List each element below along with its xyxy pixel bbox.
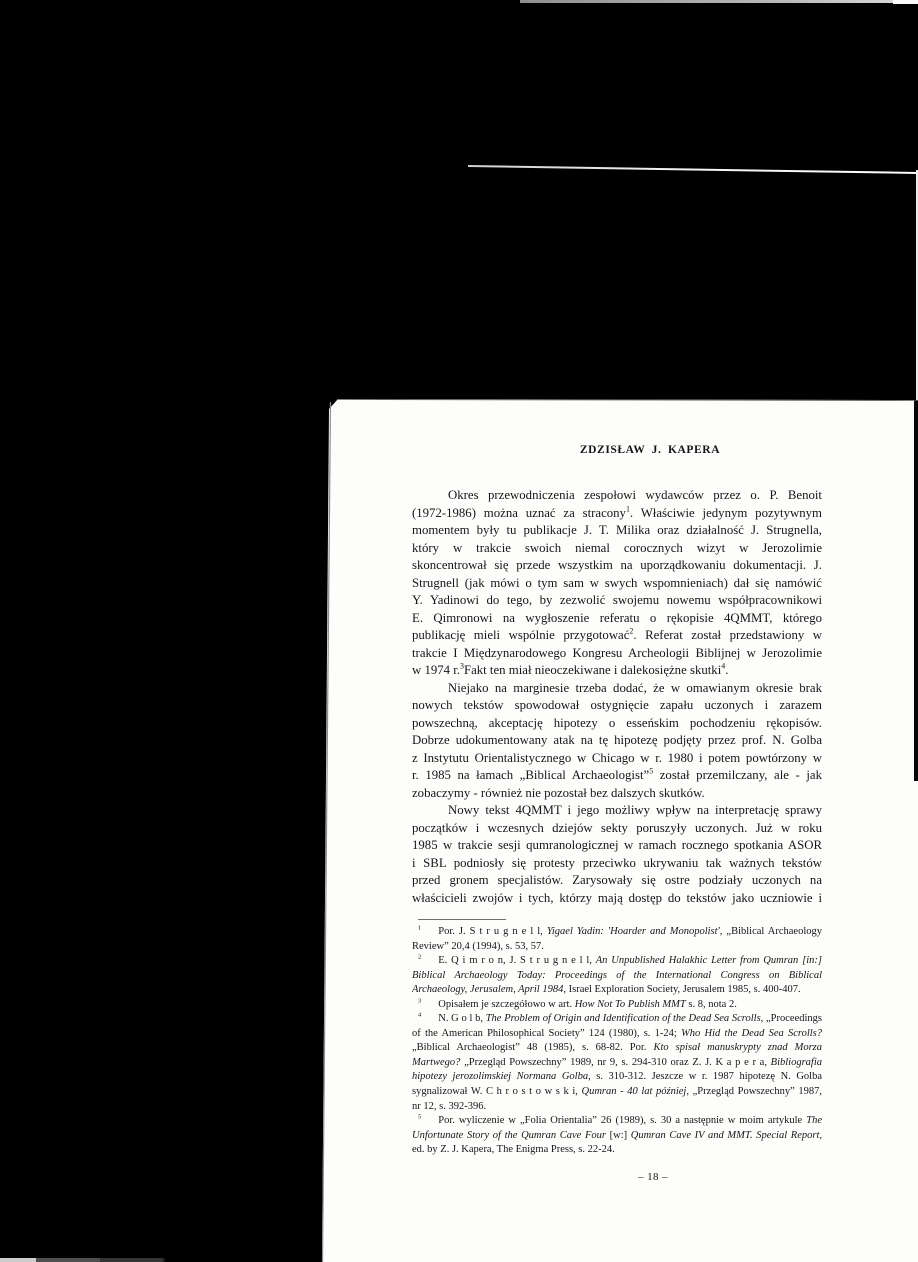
- text-segment: Por. wyliczenie w „Folia Orientalia” 26 (1989), s. 30 a następnie w moim artykule: [438, 1115, 807, 1127]
- text-segment: momentem były tu publikacje J. T. Milika oraz działalność J. Strugnella,: [412, 523, 822, 537]
- text-segment: Opisałem je szczegółowo w art.: [438, 998, 575, 1010]
- text-segment: Okres przewodniczenia zespołowi wydawców przez o. P. Benoit: [448, 488, 822, 502]
- text-segment: E. Qimronowi na wygłoszenie referatu o rękopisie 4QMMT, którego: [412, 610, 822, 625]
- text-segment: Niejako na marginesie trzeba dodać, że w omawianym okresie brak: [448, 680, 822, 695]
- footnote-line: [412, 1056, 822, 1071]
- body-text-line: [412, 627, 822, 645]
- text-segment: The Problem of Origin and Identification of the Dead Sea Scrolls: [485, 1013, 761, 1025]
- text-segment: Review” 20,4 (1994), s. 53, 57.: [412, 940, 544, 952]
- text-segment: w 1974 r.: [412, 663, 460, 677]
- text-segment: skoncentrował się przede wszystkim na uporządkowaniu dokumentacji. J.: [412, 558, 822, 572]
- body-text-line: [412, 715, 822, 733]
- footnote-reference-superscript: 1: [418, 925, 422, 932]
- text-segment: Martwego?: [412, 1056, 461, 1068]
- text-segment: How Not To Publish MMT: [574, 998, 686, 1010]
- body-text-line: [412, 872, 822, 890]
- body-text-line: [412, 645, 822, 663]
- text-segment: Unfortunate Story of the Qumran Cave Four: [412, 1129, 606, 1141]
- text-segment: An Unpublished Halakhic Letter from Qumran [in:]: [595, 955, 822, 967]
- text-segment: hipotezy jerozolimskiej Normana Golba: [412, 1071, 589, 1083]
- text-segment: i SBL podniosły się protesty przeciwko ukrywaniu tak ważnych tekstów: [412, 855, 822, 870]
- body-text-line: [412, 575, 822, 593]
- footnote-line: [412, 940, 822, 955]
- text-segment: który w trakcie swoich niemal corocznych wizyt w Jerozolimie: [412, 540, 822, 555]
- text-segment: z Instytutu Orientalistycznego w Chicago w r. 1980 i potem powtórzony w: [412, 750, 822, 765]
- text-segment: (1972-1986) można uznać za stracony: [412, 505, 626, 520]
- text-segment: Archaeology, Jerusalem, April 1984,: [412, 984, 566, 996]
- body-text-line: [412, 732, 822, 750]
- body-text-line: [412, 837, 822, 855]
- text-segment: nr 12, s. 392-396.: [412, 1100, 487, 1112]
- footnote-line: [412, 1041, 822, 1056]
- text-segment: trakcie I Międzynarodowego Kongresu Archeologii Biblijnej w Jerozolimie: [412, 645, 822, 660]
- author-name: ZDZISŁAW J. KAPERA: [579, 444, 721, 456]
- text-segment: Bibliografia: [770, 1056, 822, 1068]
- text-segment: of the American Philosophical Society” 124 (1980), s. 1-24;: [412, 1027, 682, 1039]
- footnote-line: [412, 925, 822, 940]
- footnote-reference-superscript: 4: [418, 1012, 422, 1019]
- text-segment: .: [725, 663, 729, 677]
- text-segment: s. 8, nota 2.: [685, 998, 737, 1010]
- footnote-line: [412, 1027, 822, 1042]
- body-text-line: [412, 750, 822, 768]
- footnote-reference-superscript: 3: [418, 997, 422, 1005]
- body-text-line: [412, 820, 822, 838]
- text-segment: . Właściwie jedynym pozytywnym: [629, 505, 822, 520]
- footnote-reference-superscript: 5: [649, 767, 654, 776]
- text-segment: zobaczymy - również nie pozostał bez dalszych skutków.: [412, 785, 705, 800]
- body-text-line: [412, 680, 822, 698]
- text-segment: powszechną, akceptację hipotezy o esseńskim pochodzeniu rękopisów.: [412, 715, 822, 730]
- text-segment: r. 1985 na łamach „Biblical Archaeologist”: [412, 768, 650, 782]
- text-segment: „Biblical Archaeologist” 48 (1985), s. 68-82. Por.: [412, 1042, 654, 1054]
- footnote-line: [412, 954, 822, 969]
- text-segment: publikację mieli wspólnie przygotować: [412, 628, 630, 642]
- text-segment: [w:]: [605, 1129, 631, 1141]
- text-segment: 1985 w trakcie sesji qumranologicznej w ramach rocznego spotkania ASOR: [412, 838, 822, 852]
- text-segment: The: [806, 1115, 822, 1127]
- text-segment: E. Q i m r o n, J. S t r u g n e l l,: [438, 955, 596, 967]
- footnote-reference-superscript: 1: [625, 504, 630, 514]
- scan-artifact-diagonal-line: [468, 165, 918, 174]
- body-text-line: [412, 802, 822, 820]
- body-text-line: [412, 785, 822, 803]
- text-segment: Kto spisał manuskrypty znad Morza: [653, 1042, 822, 1054]
- scan-artifact-right-dark-strip: [914, 400, 918, 781]
- body-text-line: [412, 697, 822, 715]
- footnote-reference-superscript: 3: [460, 662, 464, 671]
- footnote-reference-superscript: 4: [721, 662, 726, 671]
- footnote-reference-superscript: 2: [629, 627, 634, 636]
- scan-artifact-top-right-edge: [893, 0, 918, 4]
- body-text-line: [412, 855, 822, 873]
- text-segment: początków i wczesnych dziejów sekty poruszyły uczonych. Już w roku: [412, 820, 822, 835]
- text-segment: nowych tekstów spowodował ostygnięcie zapału uczonych i zarazem: [412, 698, 822, 712]
- text-segment: Yigael Yadin: 'Hoarder and Monopolist': [546, 926, 720, 937]
- footnote-line: [412, 1085, 822, 1100]
- text-segment: , „Proceedings: [760, 1013, 822, 1025]
- text-segment: „Przegląd Powszechny” 1989, nr 9, s. 294-310 oraz Z. J. K a p e r a,: [460, 1056, 771, 1068]
- text-segment: ed. by Z. J. Kapera, The Enigma Press, s. 22-24.: [412, 1144, 615, 1156]
- body-text-line: [412, 662, 822, 680]
- article-body: [412, 487, 822, 907]
- body-text-line: [412, 557, 822, 575]
- text-segment: Who Hid the Dead Sea Scrolls?: [681, 1027, 822, 1039]
- scan-artifact-top-edge: [520, 0, 895, 3]
- footnote-rule: [418, 919, 506, 920]
- body-text-line: [412, 890, 822, 908]
- text-segment: N. G o l b,: [438, 1013, 486, 1025]
- footnote-line: [412, 1114, 822, 1129]
- scan-artifact-bottom-edge: [0, 1258, 166, 1262]
- text-segment: , s. 310-312. Jeszcze w r. 1987 hipotezę N. Golba: [588, 1071, 822, 1083]
- text-segment: Fakt ten miał nieoczekiwane i dalekosiężne skutki: [463, 663, 722, 677]
- text-segment: właścicieli zwojów i tych, którzy mają dostęp do tekstów jako uczniowie i: [412, 890, 822, 905]
- text-segment: Qumran - 40 lat później: [581, 1086, 687, 1098]
- text-segment: Qumran Cave IV and MMT. Special Report,: [630, 1129, 822, 1141]
- text-segment: sygnalizował W. C h r o s t o w s k i,: [412, 1086, 582, 1098]
- text-segment: . Referat został przedstawiony w: [633, 628, 822, 642]
- footnote-line: [412, 998, 822, 1013]
- text-segment: Y. Yadinowi do tego, by zezwolić swojemu nowemu współpracownikowi: [412, 593, 822, 607]
- footnote-line: [412, 1012, 822, 1027]
- text-segment: został przemilczany, ale - jak: [653, 768, 822, 782]
- text-segment: przed gronem specjalistów. Zarysowały się ostre podziały uczonych na: [412, 873, 822, 887]
- body-text-line: [412, 610, 822, 628]
- footnote-line: [412, 1070, 822, 1085]
- footnote-reference-superscript: 5: [418, 1114, 422, 1121]
- body-text-line: [412, 767, 822, 785]
- body-text-line: [412, 505, 822, 523]
- body-text-line: [412, 592, 822, 610]
- text-segment: Nowy tekst 4QMMT i jego możliwy wpływ na interpretację sprawy: [448, 803, 822, 817]
- text-segment: Biblical Archaeology Today: Proceedings of the International Congress on Biblical: [412, 969, 822, 981]
- text-segment: Por. J. S t r u g n e l l,: [438, 926, 547, 937]
- text-segment: Dobrze udokumentowany atak na tę hipotezę podjęty przez prof. N. Golba: [412, 733, 822, 747]
- body-text-line: [412, 522, 822, 540]
- footnote-line: [412, 983, 822, 998]
- text-segment: Israel Exploration Society, Jerusalem 1985, s. 400-407.: [565, 984, 801, 996]
- footnote-line: [412, 1129, 822, 1144]
- footnote-reference-superscript: 2: [418, 954, 422, 961]
- text-segment: Strugnell (jak mówi o tym sam w swych wspomnieniach) dał się namówić: [412, 575, 822, 590]
- page-number: – 18 –: [638, 1171, 668, 1183]
- footnotes-list: [412, 925, 822, 1158]
- footnote-line: [412, 969, 822, 984]
- body-text-line: [412, 540, 822, 558]
- footnote-line: [412, 1143, 822, 1158]
- footnote-line: [412, 1100, 822, 1115]
- body-text-line: [412, 487, 822, 505]
- text-segment: , „Przegląd Powszechny” 1987,: [686, 1086, 822, 1098]
- text-segment: , „Biblical Archaeology: [719, 926, 822, 937]
